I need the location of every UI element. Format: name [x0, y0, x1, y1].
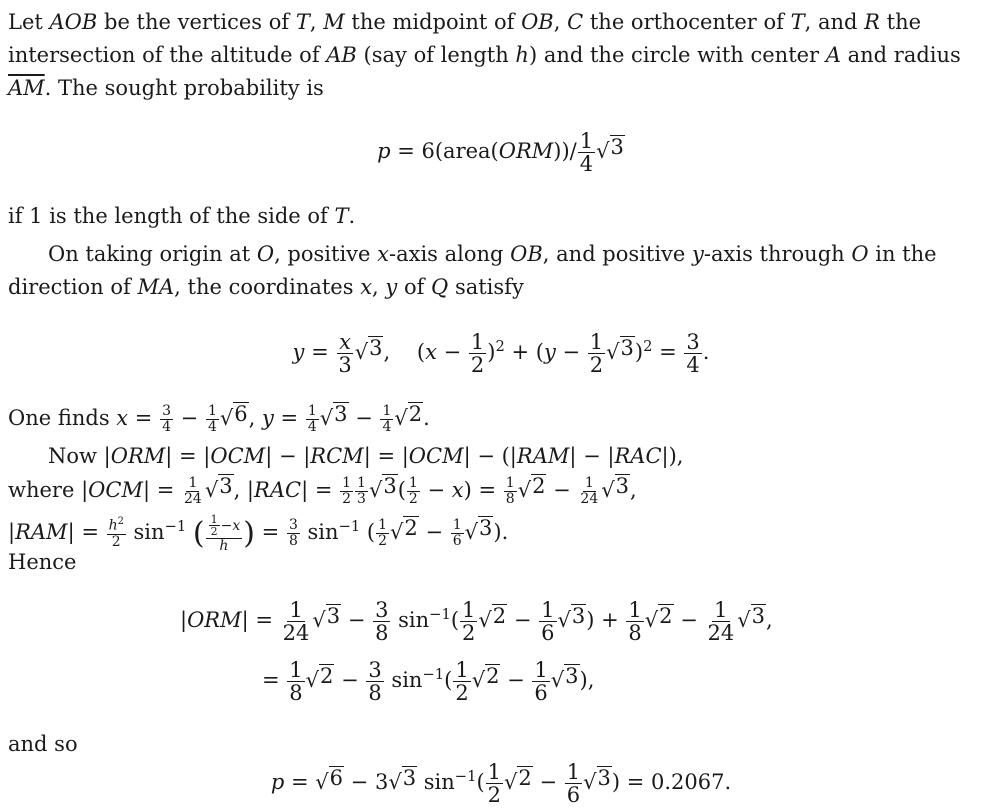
equation-orm-line2: = $\frac{1}{8}$ √ 2 − $\frac{3}{8}$ $\sin^{-1}$( $\frac{1}{2}$ √ 2 − $\frac{1}{6}$ √ 3 ), — [262, 657, 595, 705]
paragraph-side-length: if 1 is the length of the side of T. — [8, 204, 356, 228]
paragraph-now: Now |ORM| = |OCM| − |RCM| = |OCM| − (|RAM| − |RAC|), — [48, 444, 684, 468]
paragraph-intro: Let AOB be the vertices of T, M the midpoint of OB, C the orthocenter of T, and R the intersection of the altitude of AB (say of length h) and the circle with center A and radius $\overline{AM}$. The sought probability is — [8, 10, 961, 100]
paragraph-coordinates: On taking origin at O, positive x-axis along OB, and positive y-axis through O in the direction of MA, the coordinates x, y of Q satisfy — [8, 242, 937, 299]
paragraph-where: where |OCM| = $\frac{1}{24}$ √ 3 , |RAC| = $\frac{1}{2}$ $\frac{1}{3}$ √ 3 ( $\frac{1}{2}$ − x) = $\frac{1}{8}$ √ 2 − $\frac{1}{24}$ √ 3 , — [8, 474, 637, 507]
equation-probability: p = 6(area(ORM))/ $\frac{1}{4}$ √ 3 — [377, 129, 624, 177]
paragraph-ram: |RAM| = $\frac{h^2}{2}$ $\sin^{-1}$ ( $\frac{1}{2}$ −x h ) = $\frac{3}{8}$ $\sin^{-1}$ ( $\frac{1}{2}$ √ 2 − $\frac{1}{6}$ √ 3 ). — [8, 512, 509, 554]
paragraph-solution: One finds x = $\frac{3}{4}$ − $\frac{1}{4}$ √ 6 , y = $\frac{1}{4}$ √ 3 − $\frac{1}{4}$ √ 2 . — [8, 402, 430, 435]
paragraph-and-so: and so — [8, 732, 78, 756]
equation-system: y = $\frac{x}{3}$ √ 3 , (x − $\frac{1}{2}$ )$^2$ + (y − $\frac{1}{2}$ √ 3 )$^2$ = $\frac{3}{4}$ . — [292, 329, 710, 377]
equation-final-probability: p = √ 6 − 3 √ 3 $\sin^{-1}$( $\frac{1}{2}$ √ 2 − $\frac{1}{6}$ √ 3 ) = 0.2067. — [270, 759, 732, 807]
equation-orm-line1: |ORM| = $\frac{1}{24}$ √ 3 − $\frac{3}{8}$ $\sin^{-1}$( $\frac{1}{2}$ √ 2 − $\frac{1}{6}$ √ 3 ) + $\frac{1}{8}$ √ 2 − $\frac{1}{24}$ √ 3 , — [180, 597, 773, 645]
paragraph-hence: Hence — [8, 550, 77, 574]
